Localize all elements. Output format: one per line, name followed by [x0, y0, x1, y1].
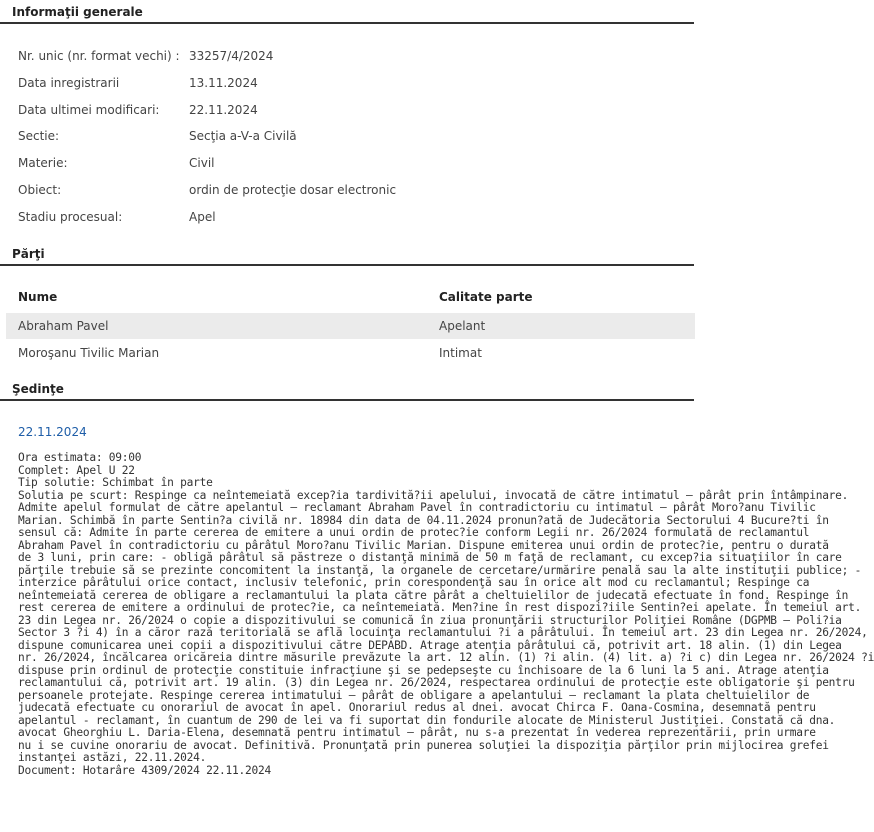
info-value: Apel	[189, 210, 216, 224]
hearing-text-line: Marian. Schimbă în parte Sentin?a civilă nr. 18984 din data de 04.11.2024 pronun?ată de Judecătoria Sectorului 4 Bucure?ti în	[18, 513, 829, 527]
hearing-text-line: Document: Hotarâre 4309/2024 22.11.2024	[18, 763, 271, 777]
hearing-text-line: Admite apelul formulat de către apelantul – reclamant Abraham Pavel în contradictoriu cu intimatul – pârât Moro?anu Tivilic	[18, 501, 816, 514]
hearing-text-line: Tip solutie: Schimbat în parte	[18, 476, 213, 489]
info-label: Materie:	[18, 156, 68, 170]
party-role: Apelant	[439, 319, 486, 333]
hearing-text-line: Ora estimata: 09:00	[18, 451, 142, 464]
info-label: Data inregistrarii	[18, 76, 120, 90]
section-header-general: Informaţii generale	[0, 5, 694, 24]
party-name: Abraham Pavel	[18, 319, 109, 333]
info-label: Obiect:	[18, 183, 62, 197]
hearing-text-line: rest cererea de emitere a ordinului de protec?ie, ca neîntemeiată. Men?ine în rest dispozi?iile Sentin?ei apelate. În temeiul art.	[18, 601, 862, 614]
hearing-text-line: părţile trebuie să se prezinte concomitent la instanţă, la organele de cercetare/urmărire penală sau la alte instituţii publice; -	[18, 563, 862, 577]
hearing-text-line: Sector 3 ?i 4) în a căror rază teritorială se află locuinţa reclamantului ?i a pârâtului. În temeiul art. 23 din Legea nr. 26/2024,	[18, 626, 868, 639]
hearing-text-line: dispune comunicarea unei copii a dispozitivului către DEPABD. Atrage atenţia pârâtului că, potrivit art. 18 alin. (1) din Legea	[18, 638, 842, 652]
hearing-text-line: avocat Gheorghiu L. Daria-Elena, desemnată pentru intimatul – pârât, nu s-a prezentat în vederea reprezentării, prin urmare	[18, 726, 816, 739]
info-label: Stadiu procesual:	[18, 210, 123, 224]
hearing-text-line: reclamantului că, potrivit art. 19 alin. (3) din Legea nr. 26/2024, respectarea ordinului de protecţie este obligatorie şi pentru	[18, 676, 855, 689]
info-value: 33257/4/2024	[189, 49, 274, 63]
hearing-date[interactable]: 22.11.2024	[18, 425, 87, 439]
info-value: ordin de protecţie dosar electronic	[189, 183, 397, 197]
hearing-text-line: apelantul - reclamant, în cuantum de 290 de lei va fi suportat din fondurile alocate de Ministerul Justiţiei. Constată că dna.	[18, 713, 836, 727]
hearing-text-line: Abraham Pavel în contradictoriu cu pârâtul Moro?anu Tivilic Marian. Dispune emiterea unui ordin de protec?ie, pentru o durată	[18, 538, 829, 552]
hearing-text-line: sensul că: Admite în parte cererea de emitere a unui ordin de protec?ie conform Legii nr. 26/2024 formulată de reclamantul	[18, 526, 810, 539]
hearing-text-line: nu i se cuvine onorariu de avocat. Definitivă. Pronunţată prin punerea soluţiei la dispoziţia părţilor prin mijlocirea grefei	[18, 738, 829, 752]
column-header-name: Nume	[18, 290, 58, 304]
hearing-text-line: judecată efectuate cu onorariul de avocat în apel. Onorariul redus al dnei. avocat Chirca F. Oana-Cosmina, desemnată pentru	[18, 701, 816, 714]
table-row	[6, 313, 695, 339]
column-header-role: Calitate parte	[439, 290, 533, 304]
info-value: 22.11.2024	[189, 103, 258, 117]
hearing-text-line: interzice pârâtului orice contact, inclusiv telefonic, prin corespondenţă sau în orice alt mod cu reclamantul; Respinge ca	[18, 576, 810, 589]
hearing-text-line: de 3 luni, prin care: - obligă pârâtul să păstreze o distanţă minimă de 50 m faţă de reclamant, cu excep?ia situaţiilor în care	[18, 551, 842, 564]
info-value: Civil	[189, 156, 215, 170]
info-value: Secţia a-V-a Civilă	[189, 129, 297, 143]
hearing-text-line: nr. 26/2024, încălcarea oricăreia dintre măsurile prevăzute la art. 12 alin. (1) ?i alin. (4) lit. a) ?i c) din Legea nr. 26/2024 ?i	[18, 651, 874, 664]
hearing-text-line: 23 din Legea nr. 26/2024 o copie a dispozitivului se comunică în ziua pronunţării structurilor Poliţiei Române (DGPMB – Poli?ia	[18, 613, 842, 627]
hearing-text-line: dispuse prin ordinul de protecţie constituie infracţiune şi se pedepseşte cu închisoare de la 6 luni la 5 ani. Atrage atenţia	[18, 663, 829, 677]
section-header-parties: Părţi	[0, 247, 694, 266]
hearing-text-line: neîntemeiată cererea de obligare a reclamantului la plata către pârât a cheltuielilor de judecată efectuate în fond. Respinge în	[18, 588, 849, 602]
info-label: Nr. unic (nr. format vechi) :	[18, 49, 180, 63]
hearing-text-line: instanţei astăzi, 22.11.2024.	[18, 751, 207, 764]
table-row	[6, 340, 695, 366]
section-header-hearings: Şedinţe	[0, 382, 694, 401]
hearing-details	[18, 451, 874, 777]
hearing-text-line: persoanele protejate. Respinge cererea intimatului – pârât de obligare a apelantului – reclamant la plata cheltuielilor de	[18, 688, 810, 702]
info-value: 13.11.2024	[189, 76, 258, 90]
info-label: Data ultimei modificari:	[18, 103, 160, 117]
party-role: Intimat	[439, 346, 482, 360]
hearing-text-line: Complet: Apel U 22	[18, 463, 135, 477]
info-label: Sectie:	[18, 129, 60, 143]
party-name: Moroşanu Tivilic Marian	[18, 346, 160, 360]
hearing-text-line: Solutia pe scurt: Respinge ca neîntemeiată excep?ia tardivită?ii apelului, invocată de către intimatul – pârât prin întâmpinare.	[18, 488, 849, 502]
